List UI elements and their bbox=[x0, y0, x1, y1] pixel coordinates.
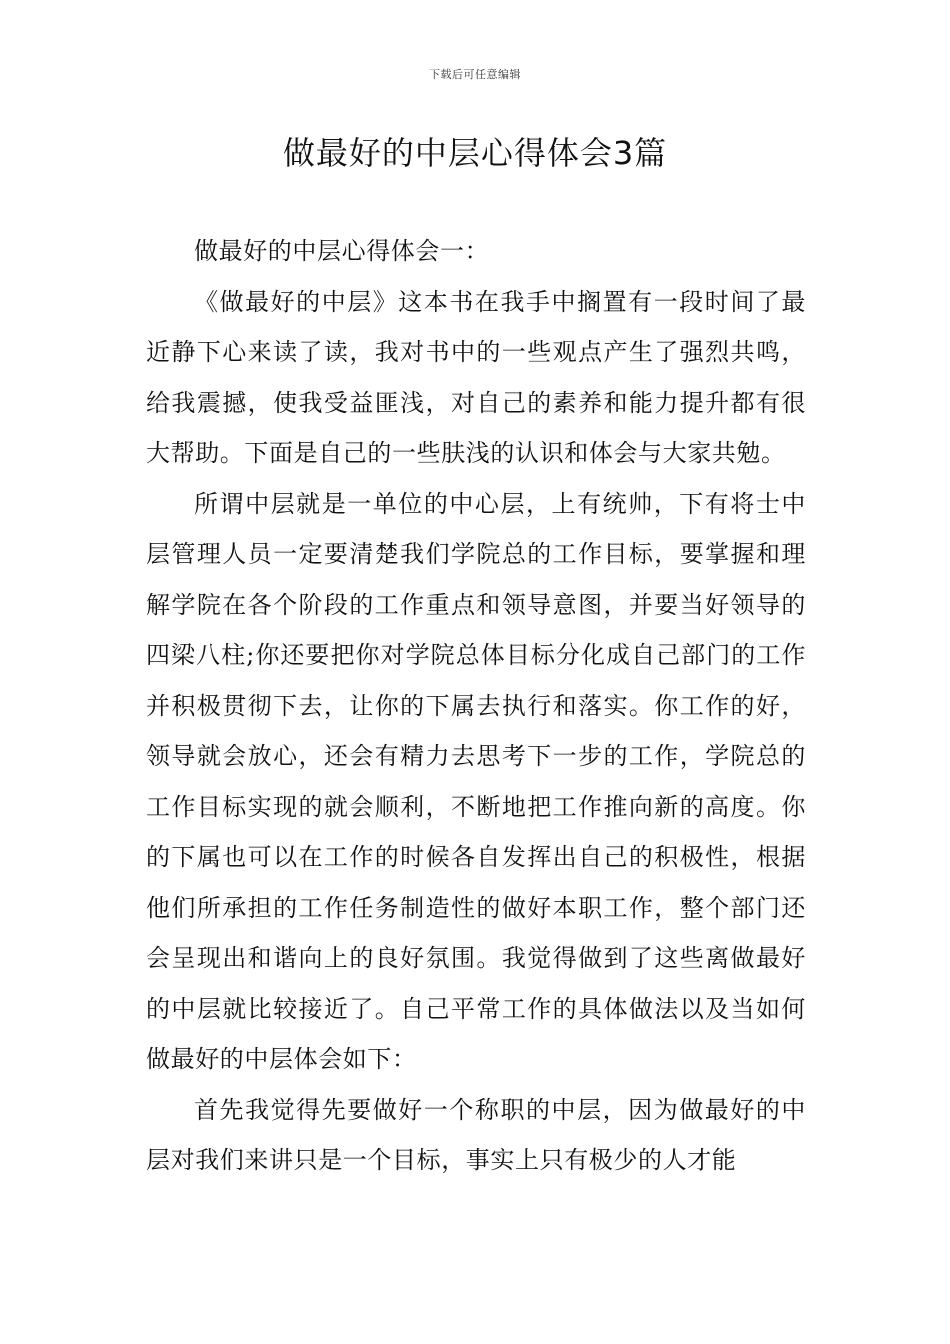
section-heading: 做最好的中层心得体会一： bbox=[194, 237, 490, 265]
header-note: 下载后可任意编辑 bbox=[429, 68, 521, 81]
paragraph-1: 《做最好的中层》这本书在我手中搁置有一段时间了最近静下心来读了读，我对书中的一些观点产生了强烈共鸣，给我震撼，使我受益匪浅，对自己的素养和能力提升都有很大帮助。下面是自己的一些肤浅的认识和体会与大家共勉。 bbox=[146, 287, 806, 467]
paragraph-2: 所谓中层就是一单位的中心层，上有统帅，下有将士中层管理人员一定要清楚我们学院总的工作目标，要掌握和理解学院在各个阶段的工作重点和领导意图，并要当好领导的四梁八柱;你还要把你对学院总体目标分化成自己部门的工作并积极贯彻下去，让你的下属去执行和落实。你工作的好，领导就会放心，还会有精力去思考下一步的工作，学院总的工作目标实现的就会顺利，不断地把工作推向新的高度。你的下属也可以在工作的时候各自发挥出自己的积极性，根据他们所承担的工作任务制造性的做好本职工作，整个部门还会呈现出和谐向上的良好氛围。我觉得做到了这些离做最好的中层就比较接近了。自己平常工作的具体做法以及当如何做最好的中层体会如下： bbox=[146, 489, 806, 1073]
document-body bbox=[146, 226, 806, 1186]
document-title: 做最好的中层心得体会3篇 bbox=[282, 134, 668, 172]
paragraph-3: 首先我觉得先要做好一个称职的中层，因为做最好的中层对我们来讲只是一个目标，事实上只有极少的人才能 bbox=[146, 1095, 806, 1174]
